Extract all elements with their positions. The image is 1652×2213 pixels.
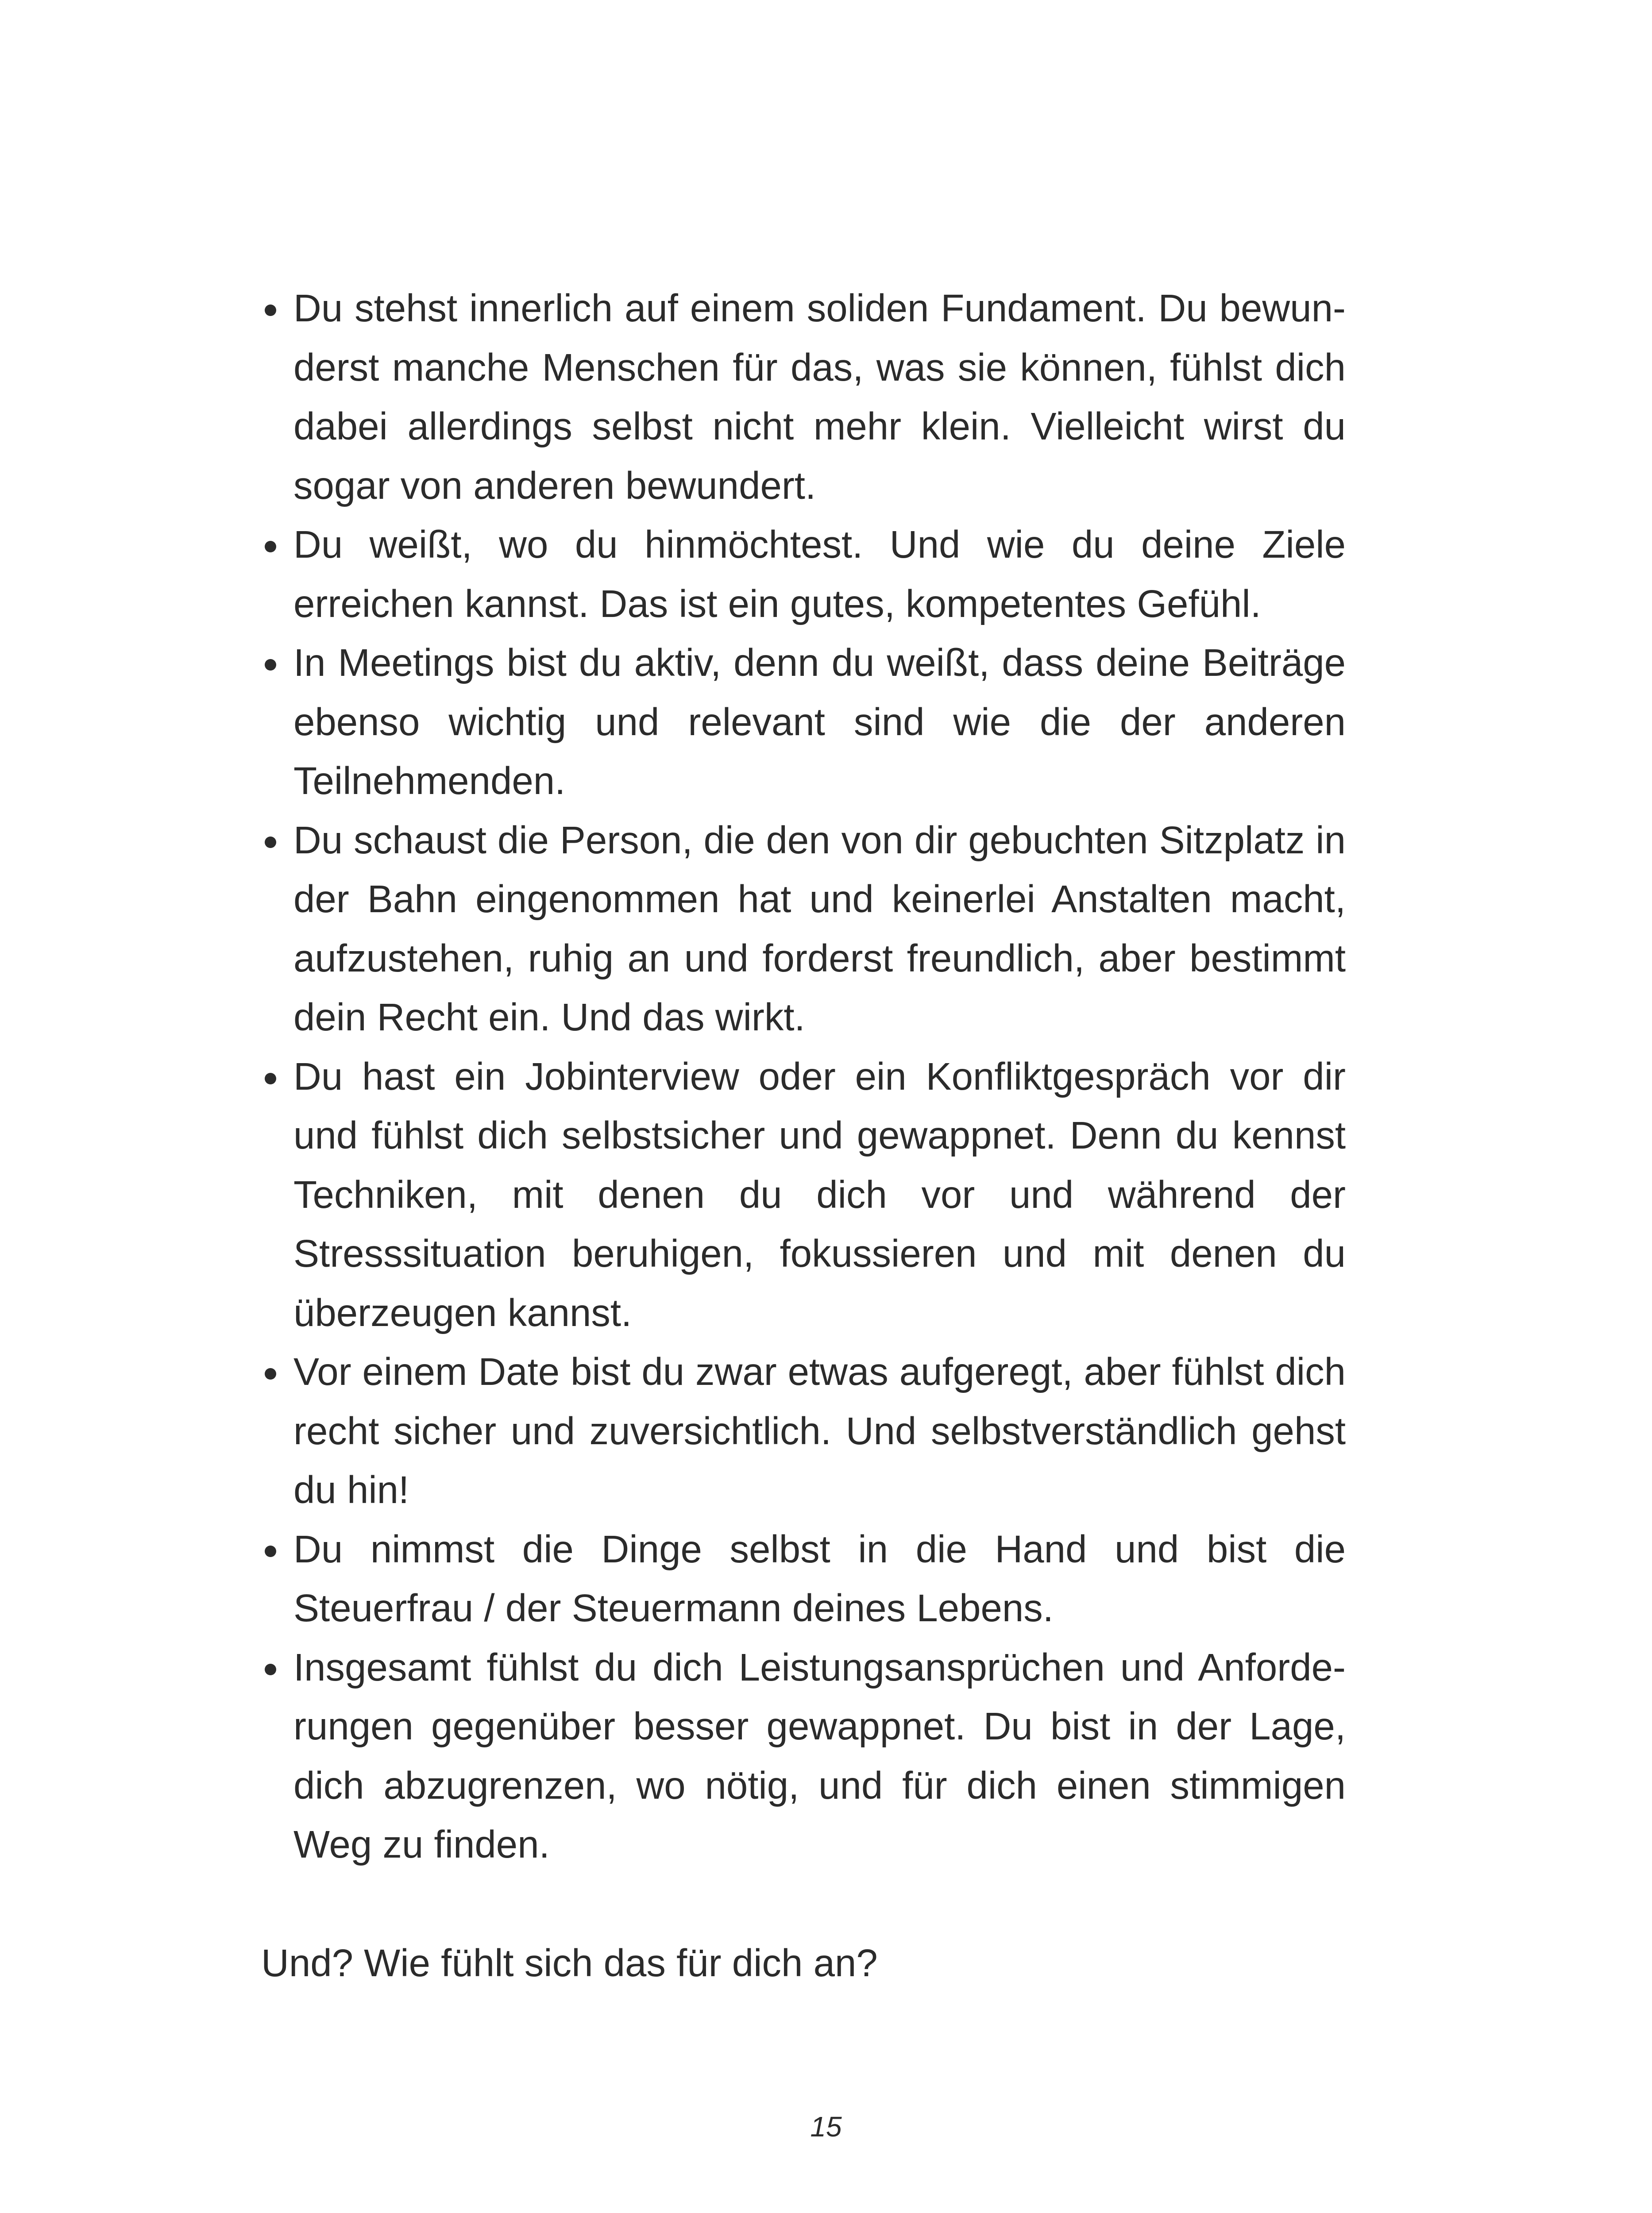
list-item bbox=[261, 279, 1346, 515]
bullet-icon bbox=[265, 659, 276, 671]
list-item-text: Du schaust die Person, die den von dir gebuchten Sitzplatz in der Bahn eingenommen hat und keinerlei Anstalten macht, aufzustehen, ruhig an und forderst freundlich, aber bestimmt dein Recht ein. Und das wirkt. bbox=[293, 818, 1346, 1039]
list-item bbox=[261, 1342, 1346, 1520]
bullet-icon bbox=[265, 1073, 276, 1084]
list-item bbox=[261, 1638, 1346, 1874]
list-item bbox=[261, 1047, 1346, 1343]
bullet-icon bbox=[265, 837, 276, 848]
bullet-icon bbox=[265, 1546, 276, 1557]
list-item-text: Du nimmst die Dinge selbst in die Hand und bist die Steuerfrau / der Steuermann deines Lebens. bbox=[293, 1527, 1346, 1630]
list-item bbox=[261, 811, 1346, 1047]
list-item bbox=[261, 633, 1346, 811]
list-item-text: Du hast ein Jobinterview oder ein Konfliktgespräch vor dir und fühlst dich selbstsicher und gewappnet. Denn du kennst Techniken, mit denen du dich vor und während der Stresssituation beruhigen, fokussieren und mit denen du überzeugen kannst. bbox=[293, 1055, 1346, 1334]
list-item-text: Insgesamt fühlst du dich Leistungsansprüchen und Anforderungen gegenüber besser gewappnet. Du bist in der Lage, dich abzugrenzen, wo nötig, und für dich einen stimmigen Weg zu finden. bbox=[293, 1646, 1346, 1866]
list-item bbox=[261, 1520, 1346, 1638]
bullet-icon bbox=[265, 1368, 276, 1380]
list-item-text: Vor einem Date bist du zwar etwas aufgeregt, aber fühlst dich recht sicher und zuversichtlich. Und selbstverständlich gehst du hin! bbox=[293, 1350, 1346, 1511]
list-item-text: Du weißt, wo du hinmöchtest. Und wie du deine Ziele erreichen kannst. Das ist ein gutes, kompetentes Gefühl. bbox=[293, 523, 1346, 625]
bullet-icon bbox=[265, 305, 276, 316]
list-item-text: Du stehst innerlich auf einem soliden Fundament. Du bewunderst manche Menschen für das, was sie können, fühlst dich dabei allerdings selbst nicht mehr klein. Vielleicht wirst du sogar von anderen bewundert. bbox=[293, 287, 1346, 507]
list-item-text: In Meetings bist du aktiv, denn du weißt, dass deine Beiträge ebenso wichtig und relevant sind wie die der anderen Teilnehmenden. bbox=[293, 641, 1346, 802]
page-number: 15 bbox=[810, 2111, 842, 2143]
list-item bbox=[261, 515, 1346, 633]
bullet-icon bbox=[265, 1664, 276, 1675]
bullet-list bbox=[261, 279, 1346, 1874]
closing-question: Und? Wie fühlt sich das für dich an? bbox=[261, 1941, 878, 1985]
page-content bbox=[261, 279, 1346, 1993]
bullet-icon bbox=[265, 541, 276, 552]
